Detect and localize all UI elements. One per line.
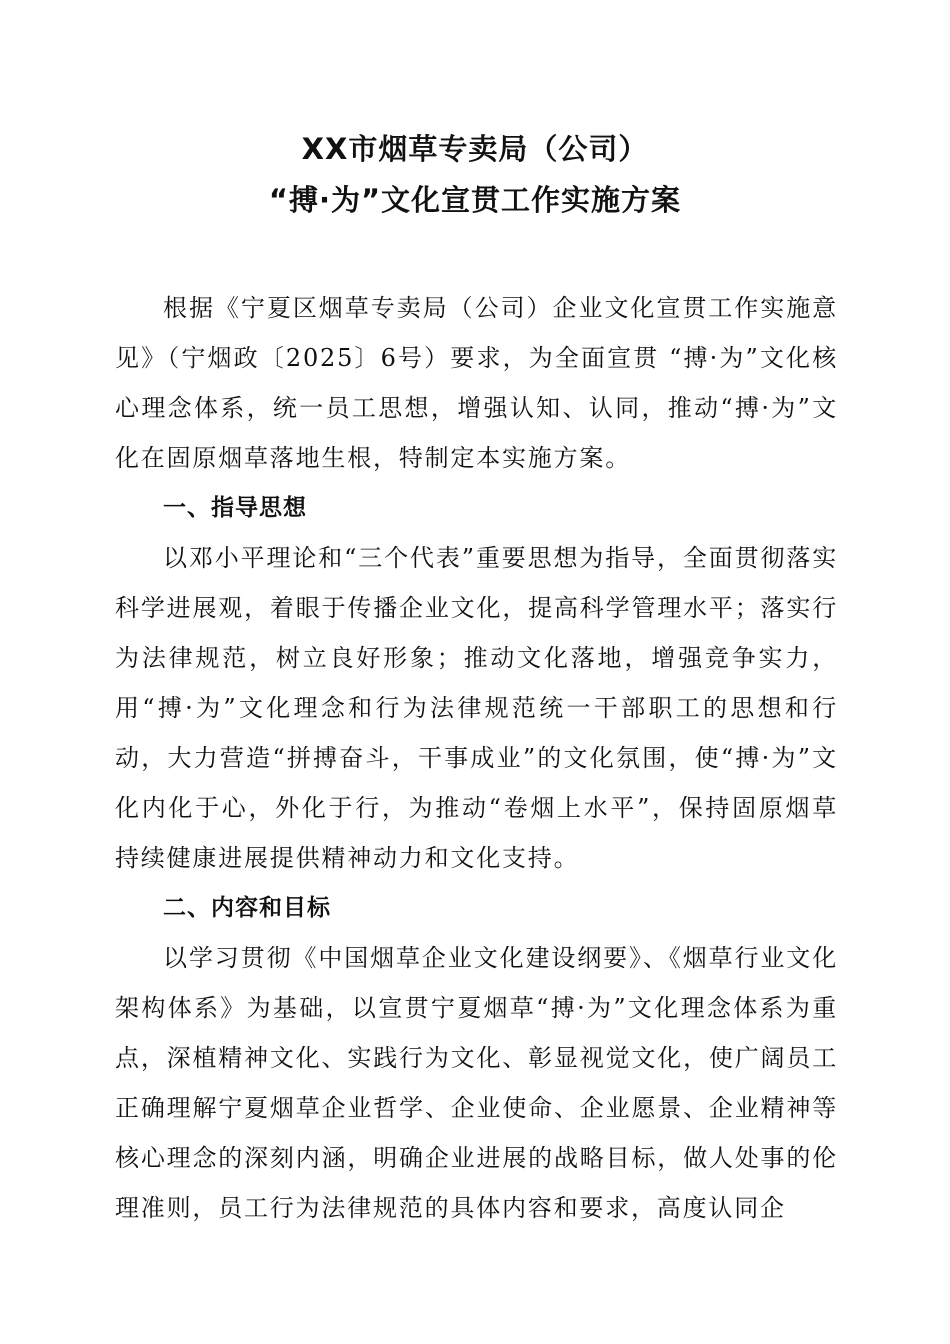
document-title-line-1: XX市烟草专卖局（公司） (301, 132, 649, 166)
document-body (115, 283, 838, 1233)
intro-paragraph: 根据《宁夏区烟草专卖局（公司）企业文化宣贯工作实施意见》（宁烟政〔2025〕6号）要求，为全面宣贯 “搏·为”文化核心理念体系，统一员工思想，增强认知、认同，推动“搏·为”文化在固原烟草落地生根，特制定本实施方案。 (115, 294, 838, 472)
section-heading-content-and-goals: 二、内容和目标 (163, 895, 331, 921)
section-paragraph-content-and-goals: 以学习贯彻《中国烟草企业文化建设纲要》、《烟草行业文化架构体系》为基础，以宣贯宁夏烟草“搏·为”文化理念体系为重点，深植精神文化、实践行为文化、彰显视觉文化，使广阔员工正确理解宁夏烟草企业哲学、企业使命、企业愿景、企业精神等核心理念的深刻内涵，明确企业进展的战略目标，做人处事的伦理准则，员工行为法律规范的具体内容和要求，高度认同企 (115, 944, 838, 1222)
document-title-line-2: “搏·为”文化宣贯工作实施方案 (268, 183, 682, 217)
section-paragraph-guiding-ideology: 以邓小平理论和“三个代表”重要思想为指导，全面贯彻落实科学进展观，着眼于传播企业文化，提高科学管理水平；落实行为法律规范，树立良好形象；推动文化落地，增强竞争实力，用“搏·为”文化理念和行为法律规范统一干部职工的思想和行动，大力营造“拼搏奋斗，干事成业”的文化氛围，使“搏·为”文化内化于心，外化于行，为推动“卷烟上水平”，保持固原烟草持续健康进展提供精神动力和文化支持。 (115, 544, 838, 872)
section-heading-guiding-ideology: 一、指导思想 (163, 495, 307, 521)
